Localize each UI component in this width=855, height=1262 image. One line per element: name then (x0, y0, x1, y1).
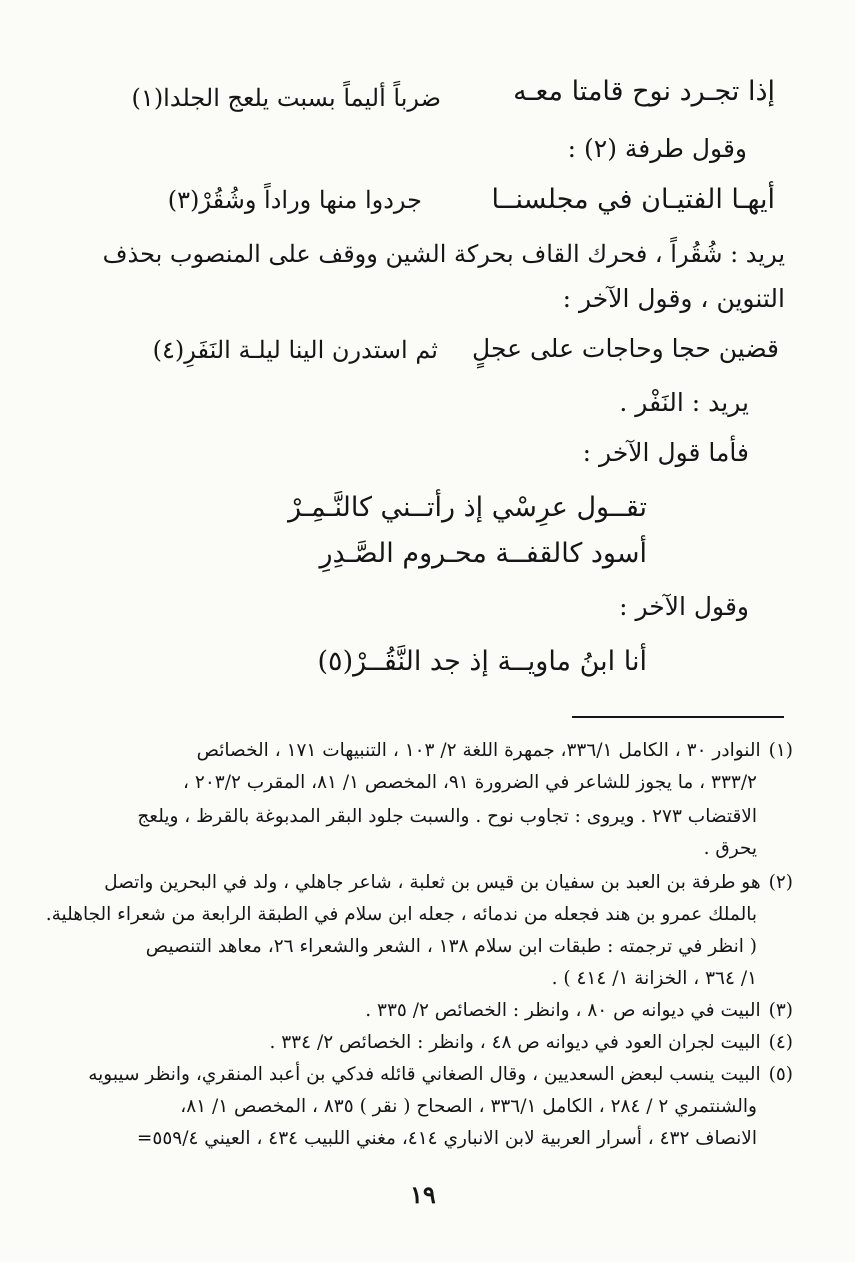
footnote-number: (٤) (768, 1032, 793, 1053)
verse-4-line-2: أسود كالقفــة محـروم الصَّـدِرِ (319, 538, 647, 569)
footnote-line: الانصاف ٤٣٢ ، أسرار العربية لابن الانباري ٤١٤، مغني اللبيب ٤٣٤ ، العيني ٥٥٩/٤= (136, 1128, 757, 1149)
footnote-text: هو طرفة بن العبد بن سفيان بن قيس بن ثعلبة ، شاعر جاهلي ، ولد في البحرين واتصل (104, 872, 761, 893)
footnote-separator (572, 716, 784, 718)
footnote-line: الاقتضاب ٢٧٣ . ويروى : تجاوب نوح . والسبت جلود البقر المدبوغة بالقرظ ، ويلعج (137, 806, 757, 827)
verse-2-second-hemistich: جردوا منها وراداً وشُقُرْ(٣) (167, 186, 422, 214)
yurid-line: يريد : النَفْر . (619, 388, 749, 417)
footnote-number: (٥) (768, 1064, 793, 1085)
footnote-line (104, 874, 793, 893)
footnote-number: (٢) (768, 872, 793, 893)
footnote-line (88, 1066, 793, 1085)
footnote-line: بالملك عمرو بن هند فجعله من ندمائه ، جعله ابن سلام في الطبقة الرابعة من شعراء الجاهلية. (45, 904, 757, 925)
verse-4-line-1: تقــول عرِسْي إذ رأتــني كالنَّـمِـرْ (288, 492, 647, 523)
footnote-number: (٣) (768, 1000, 793, 1021)
prose-line-1: يريد : شُقُراً ، فحرك القاف بحركة الشين ووقف على المنصوب بحذف (102, 240, 785, 268)
footnote-number: (١) (768, 740, 793, 761)
footnote-line: يحرق . (703, 838, 757, 859)
qawl-line: وقول الآخر : (619, 592, 749, 621)
footnote-text: البيت في ديوانه ص ٨٠ ، وانظر : الخصائص ٢/ ٣٣٥ . (365, 1000, 761, 1021)
footnote-text: البيت لجران العود في ديوانه ص ٤٨ ، وانظر : الخصائص ٢/ ٣٣٤ . (269, 1032, 761, 1053)
verse-1-first-hemistich: إذا تجـرد نوح قامتا معـه (513, 76, 775, 107)
verse-3-second-hemistich: ثم استدرن الينا ليلـة النَفَرِ(٤) (152, 336, 438, 364)
page-number: ١٩ (410, 1180, 436, 1209)
footnote-line (365, 1002, 793, 1021)
footnote-line: ١/ ٣٦٤ ، الخزانة ١/ ٤١٤ ) . (551, 968, 757, 989)
footnote-line: والشنتمري ٢ / ٢٨٤ ، الكامل ٣٣٦/١ ، الصحاح ( نقر ) ٨٣٥ ، المخصص ١/ ٨١، (180, 1096, 757, 1117)
tarafa-line: وقول طرفة (٢) : (567, 134, 747, 163)
footnote-line: ( انظر في ترجمته : طبقات ابن سلام ١٣٨ ، الشعر والشعراء ٢٦، معاهد التنصيص (145, 936, 757, 957)
footnote-text: البيت ينسب لبعض السعديين ، وقال الصغاني قائله فدكي بن أعبد المنقري، وانظر سيبويه (88, 1064, 761, 1085)
prose-line-2: التنوين ، وقول الآخر : (562, 284, 785, 313)
verse-5: أنا ابنُ ماويــة إذ جد النَّقُــرْ(٥) (317, 646, 647, 677)
footnote-line: ٣٣٣/٢ ، ما يجوز للشاعر في الضرورة ٩١، المخصص ١/ ٨١، المقرب ٢٠٣/٢ ، (183, 772, 757, 793)
footnote-line (269, 1034, 793, 1053)
footnote-text: النوادر ٣٠ ، الكامل ٣٣٦/١، جمهرة اللغة ٢/ ١٠٣ ، التنبيهات ١٧١ ، الخصائص (196, 740, 761, 761)
verse-3-first-hemistich: قضين حجا وحاجات على عجلٍ (472, 334, 779, 363)
footnote-line (197, 742, 793, 761)
verse-1-second-hemistich: ضرباً أليماً بسبت يلعج الجلدا(١) (131, 84, 441, 112)
verse-2-first-hemistich: أيهـا الفتيـان في مجلسنــا (491, 184, 775, 215)
amma-line: فأما قول الآخر : (582, 438, 749, 467)
